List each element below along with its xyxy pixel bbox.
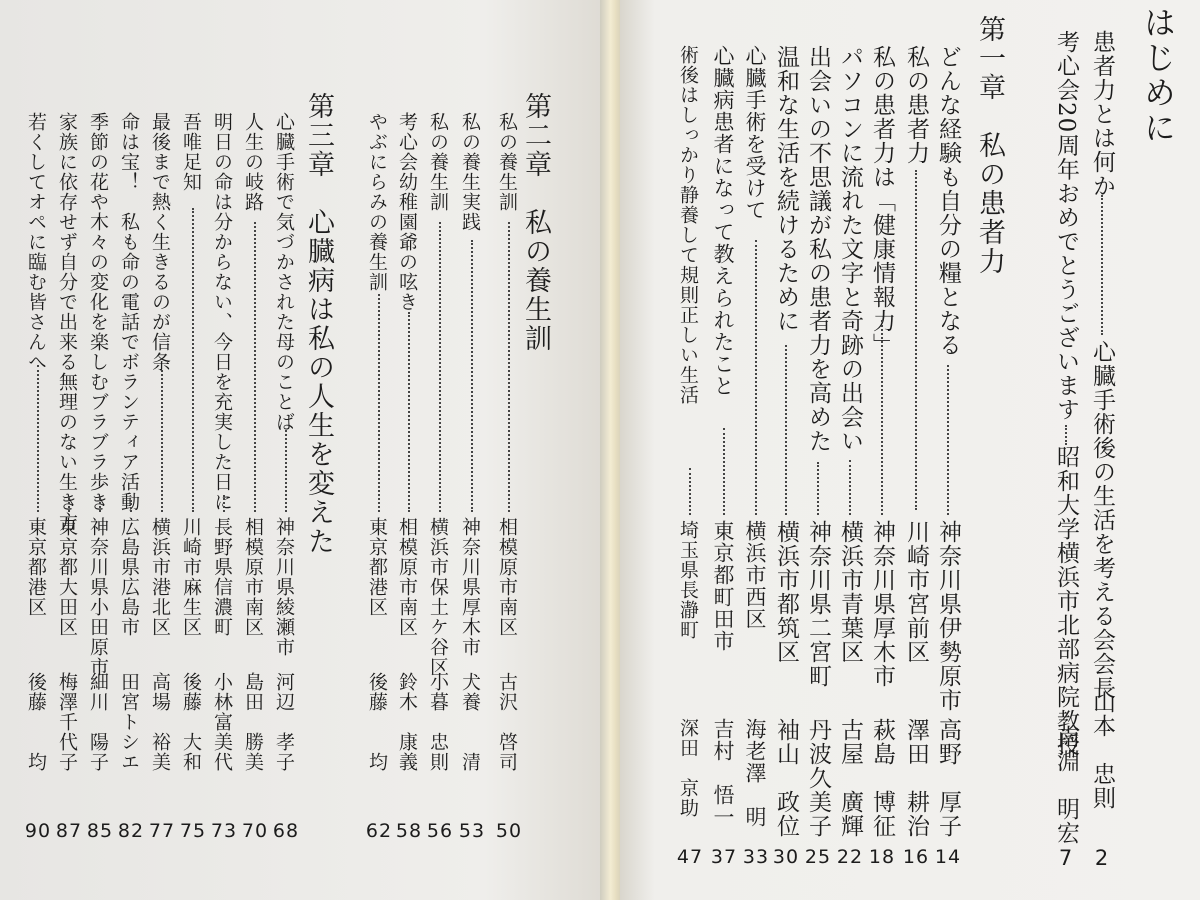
entry-author: 袖山 政位: [773, 718, 799, 838]
entry-place: 埼玉県長瀞町: [677, 520, 699, 640]
entry-title: 季節の花や木々の変化を楽しむブラブラ歩き: [87, 112, 109, 512]
entry-author: 高場 裕美: [149, 672, 171, 772]
leader-dots: [285, 430, 287, 512]
entry-author: 古屋 廣輝: [837, 718, 863, 838]
entry-page: 53: [458, 820, 486, 842]
entry-author: 鈴木 康義: [396, 672, 418, 772]
entry-place: 神奈川県小田原市: [87, 517, 109, 677]
leader-dots: [68, 498, 70, 512]
leader-dots: [37, 365, 39, 512]
entry-page: 50: [495, 820, 523, 842]
entry-author: 島田 勝美: [242, 672, 264, 772]
leader-dots: [947, 365, 949, 515]
entry-author: 深田 京助: [677, 718, 699, 818]
entry-place: 東京都港区: [25, 517, 47, 617]
entry-page: 47: [676, 846, 704, 868]
entry-page: 2: [1094, 846, 1110, 870]
entry-page: 75: [179, 820, 207, 842]
leader-dots: [192, 208, 194, 512]
entry-author: 犬養 清: [459, 672, 481, 772]
entry-title: 命は宝！ 私も命の電話でボランティア活動: [118, 112, 140, 512]
entry-title: 心臓手術を受けて: [743, 45, 767, 221]
entry-page: 68: [272, 820, 300, 842]
leader-dots: [689, 468, 691, 515]
entry-title: 私の患者力は「健康情報力」: [869, 45, 895, 357]
entry-title: やぶにらみの養生訓: [366, 112, 388, 292]
entry-author: 高野 厚子: [935, 718, 961, 838]
entry-place: 昭和大学横浜市北部病院教授: [1053, 445, 1079, 757]
leader-dots: [223, 495, 225, 512]
entry-place: 東京都町田市: [711, 520, 735, 652]
entry-author: 南淵 明宏: [1053, 725, 1079, 845]
entry-author: 後藤 均: [25, 672, 47, 772]
entry-place: 相模原市南区: [242, 517, 264, 637]
leader-dots: [408, 312, 410, 512]
entry-place: 相模原市南区: [496, 517, 518, 637]
entry-title: 私の養生実践: [459, 112, 481, 232]
leader-dots: [439, 222, 441, 512]
right-page: はじめに 患者力とは何か 心臓手術後の生活を考える会会長 山本 忠則 2 考心会20周年おめでとうございます 昭和大学横浜市北部病院教授 南淵 明宏 7 第一章 私の患者力 どんな経験も自分の糧となる 神奈川県伊勢原市 高野 厚子 14 私の患者力 川崎市宮前区 澤田 耕治 16 私の患者力は「健康情報力」 神奈川県厚木市 萩島 博征 18 パソコンに流れた文字と奇跡の出会い 横浜市青葉区 古屋 廣輝 22 出会いの不思議が私の患者力を高めた 神奈川県二宮町 丹波久美子 25 温和な生活を続けるために 横浜市都筑区 袖山 政位 30 心臓手術を受けて 横浜市西区 海老澤 明 33 心臓病患者になって教えられたこと 東京都町田市 吉村 悟一 37 術後はしっかり静養して規則正しい生活 埼玉県長瀞町 深田 京助 47: [620, 0, 1200, 900]
entry-author: 澤田 耕治: [903, 718, 929, 838]
entry-page: 22: [836, 846, 864, 868]
entry-title: 私の養生訓: [496, 112, 518, 212]
entry-title: 私の患者力: [903, 45, 929, 165]
entry-author: 吉村 悟一: [711, 718, 735, 828]
entry-author: 小暮 忠則: [427, 672, 449, 772]
entry-place: 横浜市港北区: [149, 517, 171, 637]
entry-place: 心臓手術後の生活を考える会会長: [1089, 340, 1115, 700]
entry-title: 考心会20周年おめでとうございます: [1053, 30, 1079, 422]
entry-place: 神奈川県綾瀬市: [273, 517, 295, 657]
entry-page: 85: [86, 820, 114, 842]
leader-dots: [1065, 425, 1067, 445]
leader-dots: [378, 294, 380, 512]
leader-dots: [254, 222, 256, 512]
entry-page: 18: [868, 846, 896, 868]
entry-title: 患者力とは何か: [1089, 30, 1115, 198]
entry-page: 14: [934, 846, 962, 868]
entry-place: 神奈川県伊勢原市: [935, 520, 961, 712]
entry-page: 33: [742, 846, 770, 868]
entry-title: 明日の命は分からない、今日を充実した日に: [211, 112, 233, 512]
entry-page: 82: [117, 820, 145, 842]
entry-author: 萩島 博征: [869, 718, 895, 838]
entry-page: 90: [24, 820, 52, 842]
entry-page: 7: [1058, 846, 1074, 870]
entry-title: 術後はしっかり静養して規則正しい生活: [677, 45, 699, 405]
entry-author: 後藤 均: [366, 672, 388, 772]
entry-place: 横浜市西区: [743, 520, 767, 630]
leader-dots: [471, 240, 473, 512]
entry-place: 横浜市都筑区: [773, 520, 799, 664]
entry-page: 87: [55, 820, 83, 842]
entry-place: 神奈川県二宮町: [805, 520, 831, 688]
entry-author: 河辺 孝子: [273, 672, 295, 772]
leader-dots: [849, 460, 851, 515]
entry-title: 出会いの不思議が私の患者力を高めた: [805, 45, 831, 453]
leader-dots: [817, 462, 819, 515]
entry-page: 62: [365, 820, 393, 842]
entry-place: 横浜市青葉区: [837, 520, 863, 664]
entry-author: 後藤 大和: [180, 672, 202, 772]
entry-title: 心臓病患者になって教えられたこと: [711, 45, 735, 397]
entry-page: 16: [902, 846, 930, 868]
leader-dots: [508, 222, 510, 512]
entry-page: 77: [148, 820, 176, 842]
left-page: 第二章 私の養生訓 私の養生訓 相模原市南区 古沢 啓司 50 私の養生実践 神奈川県厚木市 犬養 清 53 私の養生訓 横浜市保土ケ谷区 小暮 忠則 56 考心会幼稚園爺の呟き 相模原市南区 鈴木 康義 58 やぶにらみの養生訓 東京都港区 後藤 均 62 第三章 心臓病は私の人生を変えた 心臓手術で気づかされた母のことば 神奈川県綾瀬市 河辺 孝子 68 人生の岐路 相模原市南区 島田 勝美 70 明日の命は分からない、今日を充実した日に 長野県信濃町 小林富美代 73 吾唯足知 川崎市麻生区 後藤 大和 75 最後まで熱く生きるのが信条 横浜市港北区 高場 裕美 77 命は宝！ 私も命の電話でボランティア活動 広島県広島市 田宮トシエ 82 季節の花や木々の変化を楽しむブラブラ歩き 神奈川県小田原市 細川 陽子 85 家族に依存せず自分で出来る無理のない生き方 東京都大田区 梅澤千代子 87 若くしてオペに臨む皆さんへ 東京都港区 後藤 均 90: [0, 0, 606, 900]
entry-title: 考心会幼稚園爺の呟き: [396, 112, 418, 312]
entry-author: 細川 陽子: [87, 672, 109, 772]
entry-author: 梅澤千代子: [56, 672, 78, 772]
entry-place: 長野県信濃町: [211, 517, 233, 637]
entry-title: 最後まで熱く生きるのが信条: [149, 112, 171, 372]
entry-title: 家族に依存せず自分で出来る無理のない生き方: [56, 112, 78, 532]
entry-page: 56: [426, 820, 454, 842]
entry-author: 海老澤 明: [743, 718, 767, 828]
entry-title: 若くしてオペに臨む皆さんへ: [25, 112, 47, 372]
entry-page: 25: [804, 846, 832, 868]
entry-title: 吾唯足知: [180, 112, 202, 192]
leader-dots: [161, 370, 163, 512]
entry-title: 心臓手術で気づかされた母のことば: [273, 112, 295, 432]
entry-place: 川崎市麻生区: [180, 517, 202, 637]
entry-title: 温和な生活を続けるために: [773, 45, 799, 333]
entry-page: 73: [210, 820, 238, 842]
entry-place: 東京都港区: [366, 517, 388, 617]
entry-title: 私の養生訓: [427, 112, 449, 212]
entry-page: 70: [241, 820, 269, 842]
entry-author: 山本 忠則: [1089, 690, 1115, 810]
entry-place: 相模原市南区: [396, 517, 418, 637]
entry-place: 横浜市保土ケ谷区: [427, 517, 449, 677]
leader-dots: [1101, 195, 1103, 335]
entry-place: 神奈川県厚木市: [869, 520, 895, 688]
entry-page: 30: [772, 846, 800, 868]
entry-author: 田宮トシエ: [118, 672, 140, 772]
leader-dots: [99, 498, 101, 512]
entry-place: 川崎市宮前区: [903, 520, 929, 664]
leader-dots: [723, 428, 725, 515]
leader-dots: [881, 320, 883, 515]
entry-title: どんな経験も自分の糧となる: [935, 45, 961, 357]
entry-title: 人生の岐路: [242, 112, 264, 212]
entry-place: 神奈川県厚木市: [459, 517, 481, 657]
entry-author: 丹波久美子: [805, 718, 831, 838]
leader-dots: [755, 240, 757, 515]
entry-title: パソコンに流れた文字と奇跡の出会い: [837, 45, 863, 453]
entry-page: 37: [710, 846, 738, 868]
leader-dots: [785, 345, 787, 515]
entry-author: 古沢 啓司: [496, 672, 518, 772]
entry-page: 58: [395, 820, 423, 842]
leader-dots: [915, 170, 917, 510]
leader-dots: [130, 500, 132, 512]
entry-author: 小林富美代: [211, 672, 233, 772]
entry-place: 広島県広島市: [118, 517, 140, 637]
entry-place: 東京都大田区: [56, 517, 78, 637]
